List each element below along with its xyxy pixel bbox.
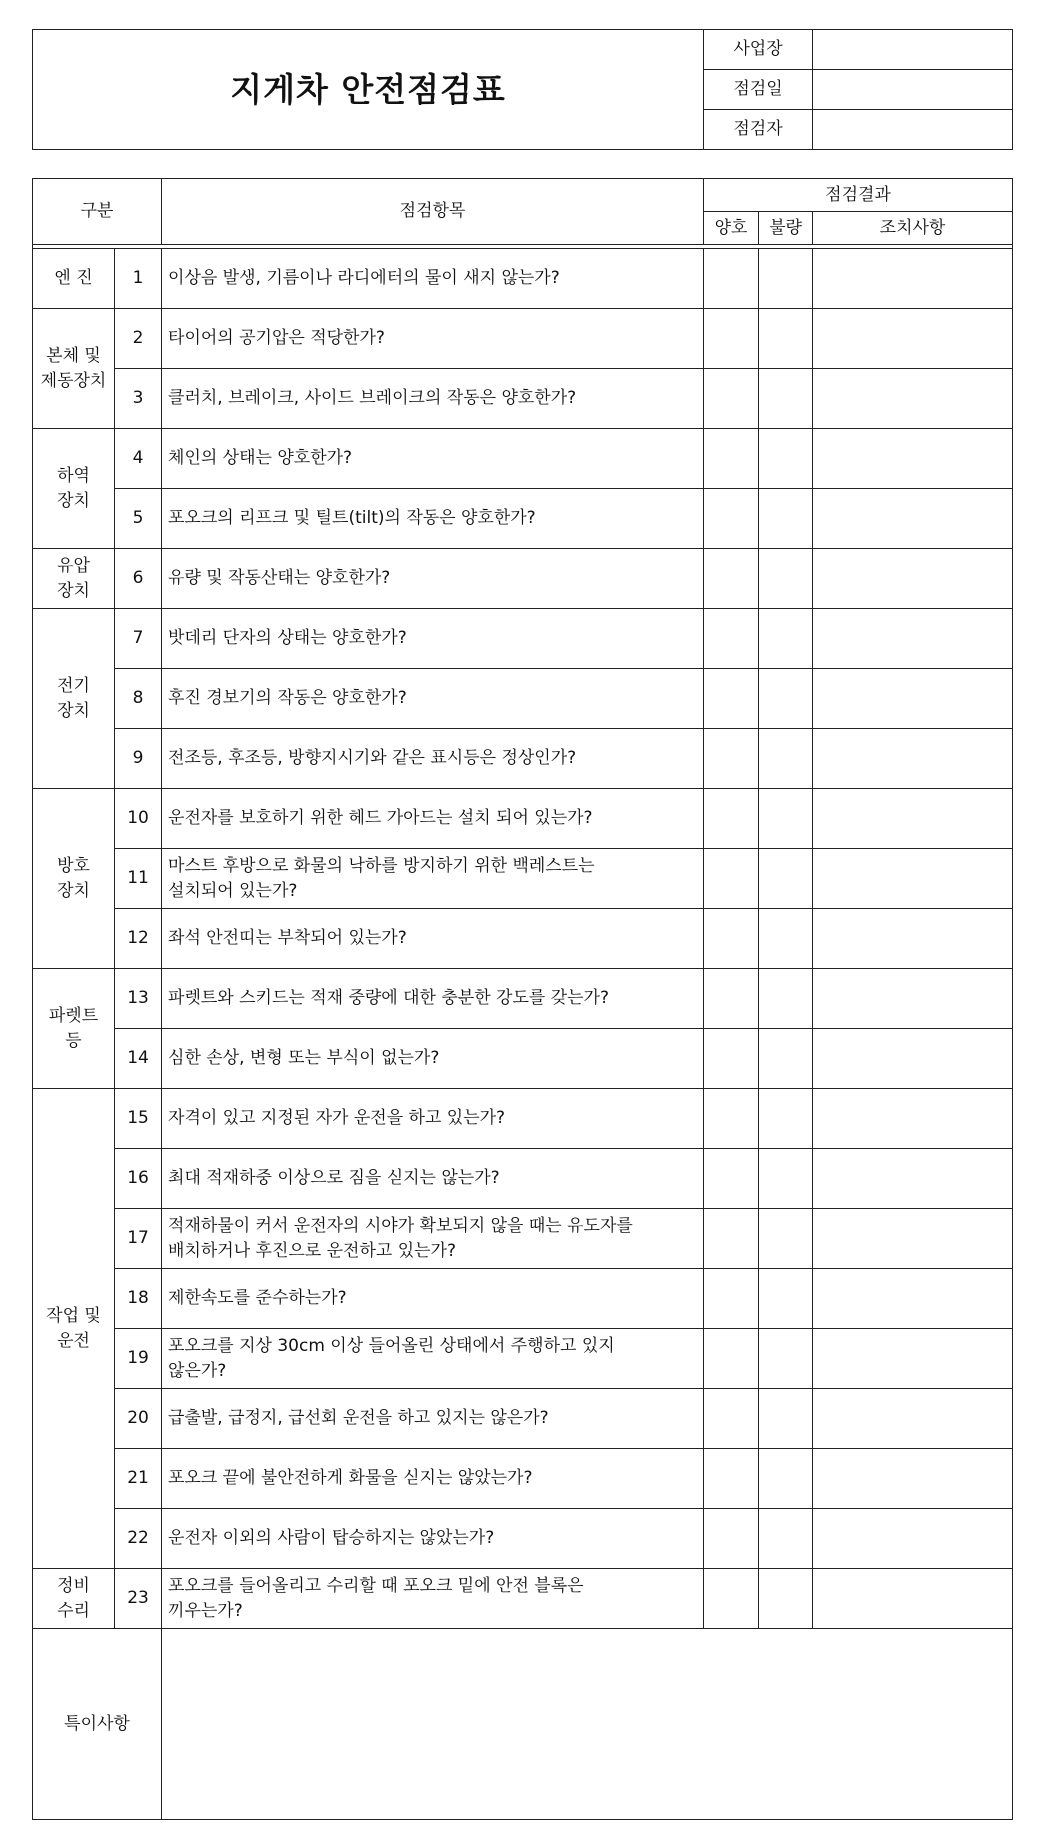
bad-cell[interactable] (759, 669, 813, 729)
workplace-field[interactable] (813, 30, 1013, 70)
item-number: 12 (115, 909, 162, 969)
item-number: 2 (115, 309, 162, 369)
item-number: 9 (115, 729, 162, 789)
item-question: 제한속도를 준수하는가? (162, 1269, 704, 1329)
checklist-row (33, 1269, 1013, 1329)
bad-cell[interactable] (759, 369, 813, 429)
good-cell[interactable] (704, 1029, 759, 1089)
action-cell[interactable] (813, 909, 1013, 969)
action-cell[interactable] (813, 1269, 1013, 1329)
good-cell[interactable] (704, 1449, 759, 1509)
item-question: 체인의 상태는 양호한가? (162, 429, 704, 489)
action-cell[interactable] (813, 1449, 1013, 1509)
item-number: 1 (115, 249, 162, 309)
checklist-row (33, 549, 1013, 609)
checklist-row (33, 1029, 1013, 1089)
checklist-row (33, 729, 1013, 789)
bad-cell[interactable] (759, 549, 813, 609)
checklist-row (33, 249, 1013, 309)
item-question: 급출발, 급정지, 급선회 운전을 하고 있지는 않은가? (162, 1389, 704, 1449)
item-number: 23 (115, 1569, 162, 1629)
good-cell[interactable] (704, 789, 759, 849)
bad-cell[interactable] (759, 849, 813, 909)
good-cell[interactable] (704, 1269, 759, 1329)
checklist-row (33, 369, 1013, 429)
item-question: 최대 적재하중 이상으로 짐을 싣지는 않는가? (162, 1149, 704, 1209)
action-header: 조치사항 (813, 212, 1013, 245)
item-number: 7 (115, 609, 162, 669)
action-cell[interactable] (813, 1029, 1013, 1089)
category-cell-maintenance: 정비 수리 (33, 1569, 115, 1629)
good-cell[interactable] (704, 369, 759, 429)
item-question: 파렛트와 스키드는 적재 중량에 대한 충분한 강도를 갖는가? (162, 969, 704, 1029)
item-header: 점검항목 (162, 179, 704, 245)
notes-label: 특이사항 (33, 1629, 162, 1820)
action-cell[interactable] (813, 789, 1013, 849)
checklist-row (33, 849, 1013, 909)
checklist-row (33, 429, 1013, 489)
item-number: 5 (115, 489, 162, 549)
good-cell[interactable] (704, 609, 759, 669)
bad-cell[interactable] (759, 609, 813, 669)
notes-row (33, 1629, 1013, 1820)
checklist-row (33, 309, 1013, 369)
form-title: 지게차 안전점검표 (33, 30, 704, 150)
bad-cell[interactable] (759, 1089, 813, 1149)
bad-cell[interactable] (759, 1449, 813, 1509)
item-number: 20 (115, 1389, 162, 1449)
good-cell[interactable] (704, 1149, 759, 1209)
action-cell[interactable] (813, 489, 1013, 549)
bad-cell[interactable] (759, 489, 813, 549)
inspector-field[interactable] (813, 110, 1013, 150)
action-cell[interactable] (813, 669, 1013, 729)
checklist-row (33, 1449, 1013, 1509)
good-cell[interactable] (704, 309, 759, 369)
category-cell-protection: 방호 장치 (33, 789, 115, 969)
good-cell[interactable] (704, 909, 759, 969)
checklist-row (33, 609, 1013, 669)
checklist-row (33, 489, 1013, 549)
action-cell[interactable] (813, 309, 1013, 369)
bad-cell[interactable] (759, 249, 813, 309)
action-cell[interactable] (813, 609, 1013, 669)
notes-field[interactable] (162, 1629, 1013, 1820)
good-cell[interactable] (704, 969, 759, 1029)
bad-header: 불량 (759, 212, 813, 245)
item-number: 11 (115, 849, 162, 909)
checklist-row (33, 909, 1013, 969)
result-header: 점검결과 (704, 179, 1013, 212)
item-question: 이상음 발생, 기름이나 라디에터의 물이 새지 않는가? (162, 249, 704, 309)
bad-cell[interactable] (759, 1149, 813, 1209)
category-cell-body: 본체 및 제동장치 (33, 309, 115, 429)
action-cell[interactable] (813, 849, 1013, 909)
checklist-row (33, 1149, 1013, 1209)
item-question: 심한 손상, 변형 또는 부식이 없는가? (162, 1029, 704, 1089)
bad-cell[interactable] (759, 429, 813, 489)
action-cell[interactable] (813, 1329, 1013, 1389)
action-cell[interactable] (813, 729, 1013, 789)
checklist-row (33, 1569, 1013, 1629)
good-cell[interactable] (704, 729, 759, 789)
bad-cell[interactable] (759, 1029, 813, 1089)
bad-cell[interactable] (759, 1389, 813, 1449)
inspection-date-label: 점검일 (704, 70, 813, 110)
good-cell[interactable] (704, 429, 759, 489)
good-cell[interactable] (704, 849, 759, 909)
action-cell[interactable] (813, 1089, 1013, 1149)
bad-cell[interactable] (759, 1569, 813, 1629)
bad-cell[interactable] (759, 1269, 813, 1329)
item-number: 13 (115, 969, 162, 1029)
action-cell[interactable] (813, 1569, 1013, 1629)
good-cell[interactable] (704, 669, 759, 729)
action-cell[interactable] (813, 1509, 1013, 1569)
item-question: 유량 및 작동산태는 양호한가? (162, 549, 704, 609)
item-question: 운전자 이외의 사람이 탑승하지는 않았는가? (162, 1509, 704, 1569)
bad-cell[interactable] (759, 789, 813, 849)
action-cell[interactable] (813, 1389, 1013, 1449)
good-cell[interactable] (704, 1329, 759, 1389)
item-question: 포오크를 들어올리고 수리할 때 포오크 밑에 안전 블록은 끼우는가? (162, 1569, 704, 1629)
item-number: 3 (115, 369, 162, 429)
item-question: 전조등, 후조등, 방향지시기와 같은 표시등은 정상인가? (162, 729, 704, 789)
inspection-date-field[interactable] (813, 70, 1013, 110)
item-number: 16 (115, 1149, 162, 1209)
category-cell-electric: 전기 장치 (33, 609, 115, 789)
item-number: 4 (115, 429, 162, 489)
good-cell[interactable] (704, 1089, 759, 1149)
action-cell[interactable] (813, 969, 1013, 1029)
category-cell-hydraulic: 유압 장치 (33, 549, 115, 609)
item-question: 밧데리 단자의 상태는 양호한가? (162, 609, 704, 669)
action-cell[interactable] (813, 429, 1013, 489)
item-question: 후진 경보기의 작동은 양호한가? (162, 669, 704, 729)
item-number: 8 (115, 669, 162, 729)
bad-cell[interactable] (759, 309, 813, 369)
action-cell[interactable] (813, 549, 1013, 609)
good-cell[interactable] (704, 489, 759, 549)
category-cell-pallet: 파렛트 등 (33, 969, 115, 1089)
item-question: 적재하물이 커서 운전자의 시야가 확보되지 않을 때는 유도자를 배치하거나 후진으로 운전하고 있는가? (162, 1209, 704, 1269)
item-number: 6 (115, 549, 162, 609)
good-cell[interactable] (704, 1209, 759, 1269)
category-cell-loading: 하역 장치 (33, 429, 115, 549)
action-cell[interactable] (813, 1209, 1013, 1269)
item-question: 마스트 후방으로 화물의 낙하를 방지하기 위한 백레스트는 설치되어 있는가? (162, 849, 704, 909)
item-number: 10 (115, 789, 162, 849)
bad-cell[interactable] (759, 1209, 813, 1269)
checklist-row (33, 1209, 1013, 1269)
action-cell[interactable] (813, 249, 1013, 309)
bad-cell[interactable] (759, 1329, 813, 1389)
item-number: 22 (115, 1509, 162, 1569)
category-cell-engine: 엔 진 (33, 249, 115, 309)
good-cell[interactable] (704, 549, 759, 609)
category-header: 구분 (33, 179, 162, 245)
bad-cell[interactable] (759, 969, 813, 1029)
workplace-label: 사업장 (704, 30, 813, 70)
item-question: 자격이 있고 지정된 자가 운전을 하고 있는가? (162, 1089, 704, 1149)
inspector-label: 점검자 (704, 110, 813, 150)
good-header: 양호 (704, 212, 759, 245)
action-cell[interactable] (813, 369, 1013, 429)
good-cell[interactable] (704, 1389, 759, 1449)
good-cell[interactable] (704, 1509, 759, 1569)
item-number: 15 (115, 1089, 162, 1149)
checklist-row (33, 1389, 1013, 1449)
item-number: 18 (115, 1269, 162, 1329)
item-question: 운전자를 보호하기 위한 헤드 가아드는 설치 되어 있는가? (162, 789, 704, 849)
item-question: 포오크 끝에 불안전하게 화물을 싣지는 않았는가? (162, 1449, 704, 1509)
item-number: 21 (115, 1449, 162, 1509)
action-cell[interactable] (813, 1149, 1013, 1209)
bad-cell[interactable] (759, 1509, 813, 1569)
item-number: 17 (115, 1209, 162, 1269)
item-question: 좌석 안전띠는 부착되어 있는가? (162, 909, 704, 969)
checklist-row (33, 969, 1013, 1029)
checklist-row (33, 669, 1013, 729)
item-question: 타이어의 공기압은 적당한가? (162, 309, 704, 369)
header-table (32, 29, 1013, 150)
good-cell[interactable] (704, 1569, 759, 1629)
bad-cell[interactable] (759, 909, 813, 969)
checklist-row (33, 789, 1013, 849)
item-number: 14 (115, 1029, 162, 1089)
checklist-table (32, 178, 1013, 1820)
item-question: 포오크를 지상 30cm 이상 들어올린 상태에서 주행하고 있지 않은가? (162, 1329, 704, 1389)
checklist-row (33, 1509, 1013, 1569)
item-question: 포오크의 리프크 및 틸트(tilt)의 작동은 양호한가? (162, 489, 704, 549)
bad-cell[interactable] (759, 729, 813, 789)
category-cell-operation: 작업 및 운전 (33, 1089, 115, 1569)
good-cell[interactable] (704, 249, 759, 309)
checklist-row (33, 1329, 1013, 1389)
checklist-row (33, 1089, 1013, 1149)
item-question: 클러치, 브레이크, 사이드 브레이크의 작동은 양호한가? (162, 369, 704, 429)
item-number: 19 (115, 1329, 162, 1389)
